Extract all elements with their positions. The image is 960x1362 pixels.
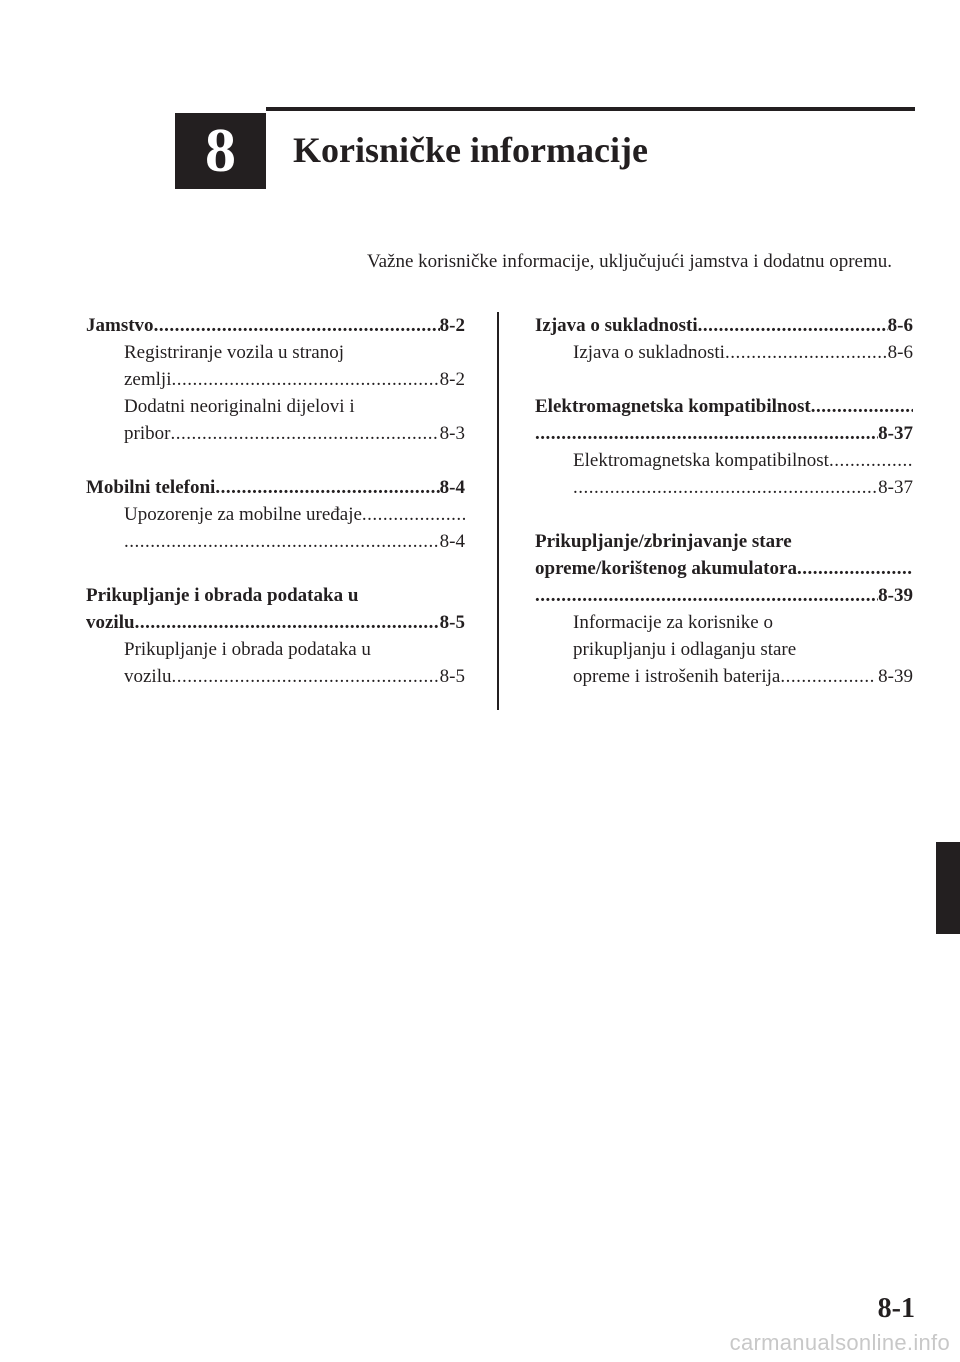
toc-sub-line[interactable] [124,393,465,420]
toc-entry-text: Elektromagnetska kompatibilnost [573,450,829,471]
toc-entry-text: zemlji [124,369,172,390]
watermark: carmanualsonline.info [729,1330,950,1355]
toc-heading-line[interactable] [535,312,913,339]
toc-entry-text: Prikupljanje i obrada podataka u [124,639,371,660]
dot-leader [797,555,913,582]
toc-heading-line[interactable] [535,528,913,555]
dot-leader [362,501,465,528]
toc-sub-entry [86,339,465,393]
toc-sub-line[interactable] [573,609,913,636]
toc-sub-line[interactable] [573,339,913,366]
chapter-edge-tab [936,842,960,934]
toc-sub-entry [86,501,465,555]
dot-leader [154,312,440,339]
dot-leader [172,663,438,690]
toc-sub-line[interactable] [573,474,913,501]
toc-sub-entry [535,447,913,501]
toc-page-ref[interactable]: 8-6 [887,342,913,363]
toc-sub-line[interactable] [124,420,465,447]
toc-sub-line[interactable] [573,663,913,690]
toc-entry-text: Informacije za korisnike o [573,612,773,633]
dot-leader [573,474,876,501]
dot-leader [124,528,438,555]
dot-leader [171,366,437,393]
toc-sub-entry [535,339,913,366]
toc-heading-line[interactable] [535,420,913,447]
toc-page-ref[interactable]: 8-39 [878,585,913,606]
toc-sub-entry [86,393,465,447]
dot-leader [535,582,878,609]
toc-sub-line[interactable] [124,663,465,690]
toc-entry [535,528,913,690]
toc-sub-line[interactable] [573,447,913,474]
toc-entry-text: vozilu [124,666,172,687]
toc-sub-line[interactable] [124,636,465,663]
toc-page-ref[interactable]: 8-4 [439,531,465,552]
dot-leader [780,663,876,690]
toc-page-ref[interactable]: 8-6 [887,315,913,336]
dot-leader [170,420,437,447]
toc-sub-line[interactable] [124,366,465,393]
toc-heading-line[interactable] [86,312,465,339]
toc-page-ref[interactable]: 8-37 [878,477,913,498]
dot-leader [135,609,440,636]
toc-sub-line[interactable] [573,636,913,663]
dot-leader [829,447,913,474]
toc-entry [86,312,465,447]
toc-entry-text: opreme i istrošenih baterija [573,666,781,687]
toc-page-ref[interactable]: 8-39 [878,666,913,687]
toc-sub-line[interactable] [124,501,465,528]
chapter-number-block [175,113,266,189]
toc-entry-text: Izjava o sukladnosti [535,315,698,336]
dot-leader [698,312,888,339]
toc-entry-text: opreme/korištenog akumulatora [535,558,797,579]
toc-sub-line[interactable] [124,528,465,555]
toc-page-ref[interactable]: 8-5 [439,666,465,687]
toc-entry-text: Mobilni telefoni [86,477,216,498]
chapter-number: 8 [205,117,236,185]
toc-sub-entry [535,609,913,690]
dot-leader [725,339,886,366]
toc-column-right [535,312,913,717]
toc-entry [86,474,465,555]
toc-heading-line[interactable] [86,609,465,636]
toc-entry-text: Izjava o sukladnosti [573,342,725,363]
toc-page-ref[interactable]: 8-4 [439,477,465,498]
toc-page-ref[interactable]: 8-37 [878,423,913,444]
toc-entry-text: vozilu [86,612,135,633]
toc-entry-text: Elektromagnetska kompatibilnost [535,396,811,417]
toc-entry-text: Prikupljanje/zbrinjavanje stare [535,531,792,552]
toc-entry-text: Dodatni neoriginalni dijelovi i [124,396,355,417]
toc-entry-text: Upozorenje za mobilne uređaje [124,504,362,525]
toc-entry-text: Prikupljanje i obrada podataka u [86,585,359,606]
chapter-intro: Važne korisničke informacije, uključujući jamstva i dodatnu opremu. [367,251,892,272]
toc-page-ref[interactable]: 8-3 [439,423,465,444]
toc-heading-line[interactable] [535,555,913,582]
toc-heading-line[interactable] [86,474,465,501]
toc-entry [535,312,913,366]
toc-entry-text: pribor [124,423,171,444]
toc-entry-text: Jamstvo [86,315,154,336]
column-divider [497,312,499,710]
chapter-title: Korisničke informacije [293,130,648,170]
toc-entry-text: prikupljanju i odlaganju stare [573,639,797,660]
dot-leader [215,474,439,501]
toc-page-ref[interactable]: 8-5 [439,612,465,633]
toc-sub-entry [86,636,465,690]
dot-leader [535,420,878,447]
toc-entry-text: Registriranje vozila u stranoj [124,342,345,363]
page-number: 8-1 [877,1293,915,1324]
dot-leader [811,393,913,420]
toc-column-left [86,312,465,717]
toc-page-ref[interactable]: 8-2 [439,369,465,390]
toc-heading-line[interactable] [535,582,913,609]
toc-heading-line[interactable] [86,582,465,609]
toc-sub-line[interactable] [124,339,465,366]
toc-heading-line[interactable] [535,393,913,420]
toc-page-ref[interactable]: 8-2 [439,315,465,336]
title-rule [266,107,915,111]
toc-entry [535,393,913,501]
toc-entry [86,582,465,690]
